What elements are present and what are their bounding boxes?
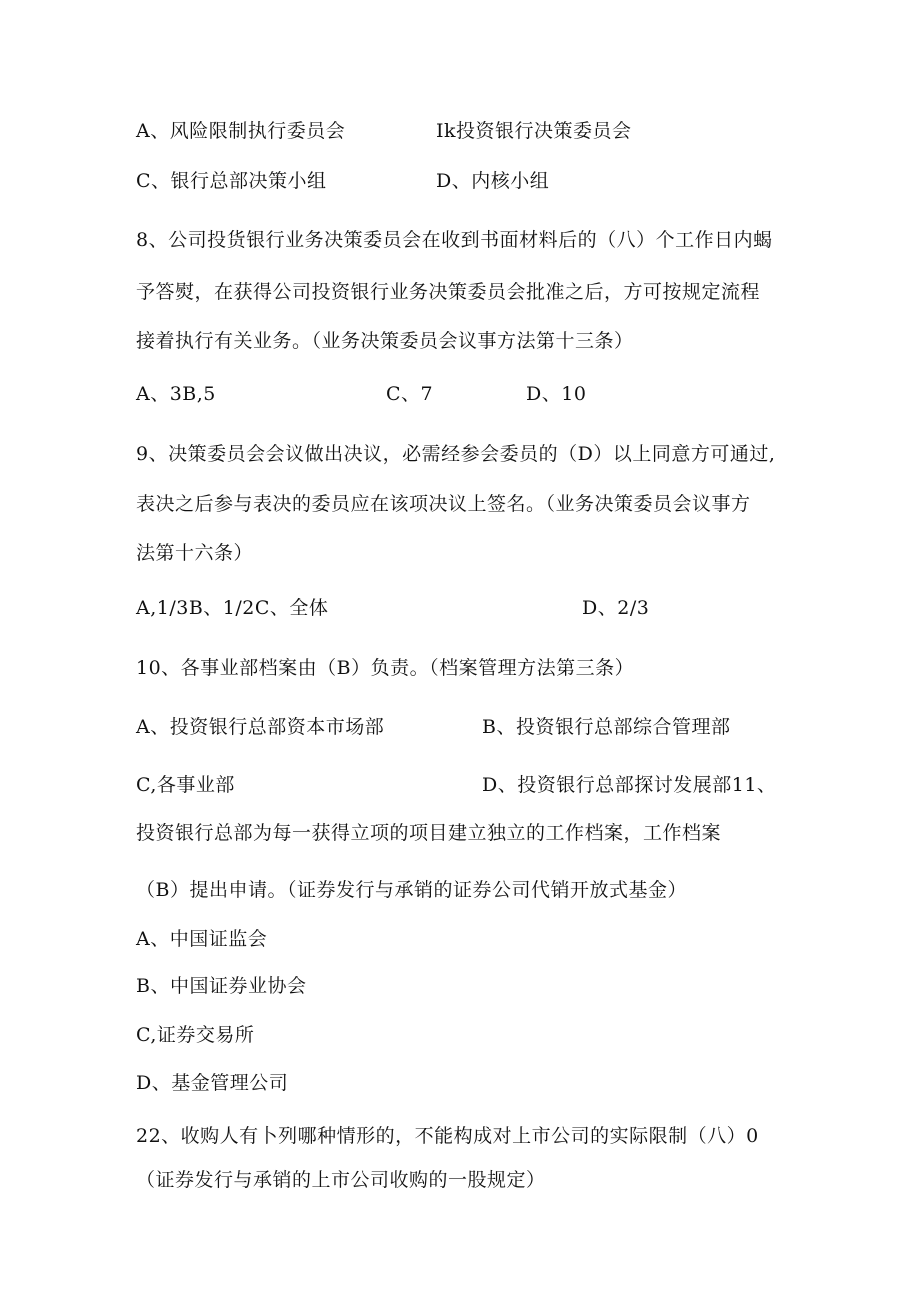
q10-options-row-1 xyxy=(136,714,731,740)
q7-option-a: A、风险限制执行委员会 xyxy=(136,120,346,142)
q8-options-row xyxy=(136,381,587,407)
q8-option-d: D、10 xyxy=(526,383,587,405)
q9-option-abc: A,1/3B、1/2C、全体 xyxy=(136,597,329,619)
q11-option-a: A、中国证监会 xyxy=(136,928,268,950)
q9-option-d: D、2/3 xyxy=(582,597,650,619)
q22-line-1: 22、收购人有卜列哪种情形的，不能构成对上市公司的实际限制（八）0 xyxy=(136,1125,759,1147)
q22-line-2: （证券发行与承销的上市公司收购的一股规定） xyxy=(136,1169,546,1191)
q8-option-c: C、7 xyxy=(386,383,434,405)
q7-option-d: D、内核小组 xyxy=(436,170,550,192)
q11-option-b: B、中国证券业协会 xyxy=(136,975,307,997)
q9-line-1: 9、决策委员会会议做出决议，必需经参会委员的（D）以上同意方可通过, xyxy=(136,443,776,465)
q9-line-2: 表决之后参与表决的委员应在该项决议上签名。（业务决策委员会议事方 xyxy=(136,493,751,515)
q10-option-a: A、投资银行总部资本市场部 xyxy=(136,716,385,738)
q10-options-row-2 xyxy=(136,772,777,798)
q7-option-b: Ik投资银行决策委员会 xyxy=(436,120,632,142)
q9-line-3: 法第十六条） xyxy=(136,542,254,564)
q7-options-row-1 xyxy=(136,118,632,144)
q10-option-b: B、投资银行总部综合管理部 xyxy=(482,716,731,738)
q11-option-d: D、基金管理公司 xyxy=(136,1072,289,1094)
q8-option-ab: A、3B,5 xyxy=(136,383,216,405)
q11-line-2: （B）提出申请。（证券发行与承销的证券公司代销开放式基金） xyxy=(136,879,687,901)
q10-option-c: C,各事业部 xyxy=(136,774,235,796)
q11-line-1: 投资银行总部为每一获得立项的项目建立独立的工作档案，工作档案 xyxy=(136,822,722,844)
q7-option-c: C、银行总部决策小组 xyxy=(136,170,327,192)
q8-line-3: 接着执行有关业务。（业务决策委员会议事方法第十三条） xyxy=(136,330,634,352)
q8-line-1: 8、公司投货银行业务决策委员会在收到书面材料后的（八）个工作日内蝎 xyxy=(136,229,773,251)
q7-options-row-2 xyxy=(136,168,550,194)
q10-line-1: 10、各事业部档案由（B）负责。（档案管理方法第三条） xyxy=(136,657,635,679)
q11-option-c: C,证券交易所 xyxy=(136,1024,255,1046)
q9-options-row xyxy=(136,595,650,621)
q10-option-d: D、投资银行总部探讨发展部11、 xyxy=(482,774,777,796)
q8-line-2: 予答熨，在获得公司投资银行业务决策委员会批准之后，方可按规定流程 xyxy=(136,281,761,303)
